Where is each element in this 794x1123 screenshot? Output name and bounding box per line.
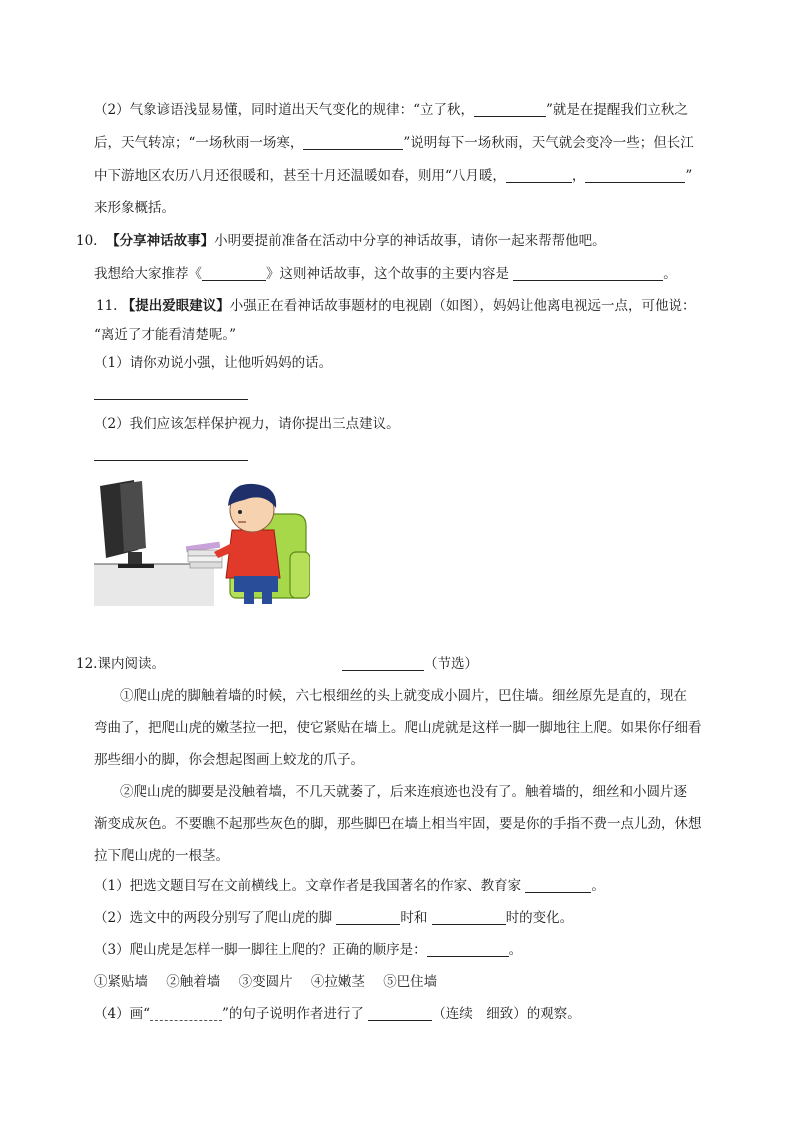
answer-blank[interactable]	[202, 266, 266, 281]
q11-sub-2	[94, 414, 400, 434]
answer-line[interactable]	[94, 399, 248, 400]
answer-blank[interactable]	[303, 135, 403, 150]
question-number: 11.	[96, 298, 118, 314]
passage-p1-l1	[120, 686, 687, 706]
q9-2-line-2	[94, 133, 694, 153]
tv-screen	[120, 481, 146, 552]
q11-line-1	[96, 296, 696, 316]
question-text: （3）爬山虎是怎样一脚一脚往上爬的？正确的顺序是：	[94, 942, 427, 958]
q10-line-2	[94, 264, 677, 284]
question-text: （1）把选文题目写在文前横线上。文章作者是我国著名的作家、教育家	[94, 878, 522, 894]
passage-text: 拉下爬山虎的一根茎。	[94, 848, 229, 864]
question-text: （4）画“	[94, 1006, 150, 1022]
table	[94, 564, 214, 606]
passage-p2-l1	[120, 782, 687, 802]
answer-blank[interactable]	[432, 910, 506, 925]
excerpt-note: （节选）	[424, 656, 478, 672]
q9-2-text: 后，天气转凉；“一场秋雨一场寒，	[94, 135, 304, 151]
q10-line-1	[76, 231, 606, 251]
tv-stand	[128, 552, 142, 564]
question-number: 10.	[76, 233, 98, 249]
question-text: 。	[591, 878, 605, 894]
q9-2-line-1	[94, 100, 688, 120]
passage-p2-l2	[94, 814, 702, 834]
passage-text: ①爬山虎的脚触着墙的时候，六七根细丝的头上就变成小圆片，巴住墙。细丝原先是直的，现在	[120, 688, 687, 704]
passage-text: ②爬山虎的脚要是没触着墙，不几天就萎了，后来连痕迹也没有了。触着墙的，细丝和小圆片逐	[120, 784, 687, 800]
answer-blank[interactable]	[336, 910, 400, 925]
answer-blank[interactable]	[525, 878, 591, 893]
answer-blank[interactable]	[506, 168, 572, 183]
question-text: 时和	[400, 910, 428, 926]
q12-sub-1	[94, 876, 605, 896]
q12-sub-2	[94, 908, 573, 928]
option-item: ②触着墙	[166, 974, 221, 990]
question-text: 。	[663, 266, 677, 282]
q9-2-text: ”就是在提醒我们立秋之	[546, 102, 688, 118]
q9-2-text: ，	[571, 168, 586, 184]
passage-title-line	[342, 654, 478, 674]
q12-options	[94, 972, 451, 992]
q9-2-text: ”说明每下一场秋雨，天气就会变冷一些；但长江	[403, 135, 694, 151]
boy-shirt	[226, 530, 280, 578]
question-text: 我想给大家推荐《	[94, 266, 202, 282]
dashed-blank	[150, 1006, 222, 1021]
question-text: 小明要提前准备在活动中分享的神话故事，请你一起来帮帮他吧。	[214, 233, 606, 249]
question-tag: 【分享神话故事】	[106, 233, 215, 249]
question-number: 12.	[76, 656, 98, 672]
answer-blank[interactable]	[585, 168, 685, 183]
q9-2-line-3	[94, 166, 692, 186]
option-item: ④拉嫩茎	[310, 974, 365, 990]
q9-2-text: （2）气象谚语浅显易懂，同时道出天气变化的规律：“立了秋，	[94, 102, 474, 118]
answer-blank[interactable]	[427, 942, 509, 957]
option-item: ①紧贴墙	[94, 974, 148, 990]
answer-blank[interactable]	[474, 102, 546, 117]
question-text: ”的句子说明作者进行了	[222, 1006, 364, 1022]
q11-sub-1	[94, 353, 332, 373]
boy-watching-tv-illustration	[94, 478, 310, 606]
answer-line[interactable]	[94, 460, 248, 461]
question-text: 。	[508, 942, 523, 958]
q11-line-2	[94, 325, 236, 345]
q12-header	[76, 654, 165, 674]
q9-2-text: 来形象概括。	[94, 200, 175, 216]
q9-2-text: ”	[685, 168, 693, 184]
question-text: 课内阅读。	[97, 656, 165, 672]
question-text: （2）我们应该怎样保护视力，请你提出三点建议。	[94, 416, 400, 432]
passage-text: 渐变成灰色。不要瞧不起那些灰色的脚，那些脚巴在墙上相当牢固，要是你的手指不费一点儿劲，休想	[94, 816, 702, 832]
question-tag: 【提出爱眼建议】	[121, 298, 230, 314]
q12-sub-4	[94, 1004, 581, 1024]
option-item: ⑤巴住墙	[383, 974, 438, 990]
passage-text: 那些细小的脚，你会想起图画上蛟龙的爪子。	[94, 752, 364, 768]
q9-2-line-4	[94, 198, 175, 218]
option-item: ③变圆片	[238, 974, 293, 990]
q12-sub-3	[94, 940, 522, 960]
answer-blank[interactable]	[513, 266, 663, 281]
question-text: （2）选文中的两段分别写了爬山虎的脚	[94, 910, 333, 926]
answer-blank[interactable]	[368, 1006, 432, 1021]
question-text: （连续 细致）的观察。	[432, 1006, 581, 1022]
title-blank[interactable]	[342, 656, 424, 671]
question-text: “离近了才能看清楚呢。”	[94, 327, 237, 343]
question-text: 小强正在看神话故事题材的电视剧（如图），妈妈让他离电视远一点，可他说：	[229, 298, 696, 314]
question-text: （1）请你劝说小强，让他听妈妈的话。	[94, 355, 333, 371]
passage-text: 弯曲了，把爬山虎的嫩茎拉一把，使它紧贴在墙上。爬山虎就是这样一脚一脚地往上爬。如果你仔细看	[94, 720, 702, 736]
passage-p2-l3	[94, 846, 229, 866]
question-text: 》这则神话故事，这个故事的主要内容是	[266, 266, 509, 282]
question-text: 时的变化。	[505, 910, 574, 926]
passage-p1-l3	[94, 750, 364, 770]
passage-p1-l2	[94, 718, 702, 738]
q9-2-text: 中下游地区农历八月还很暖和，甚至十月还温暖如春，则用“八月暖，	[94, 168, 506, 184]
